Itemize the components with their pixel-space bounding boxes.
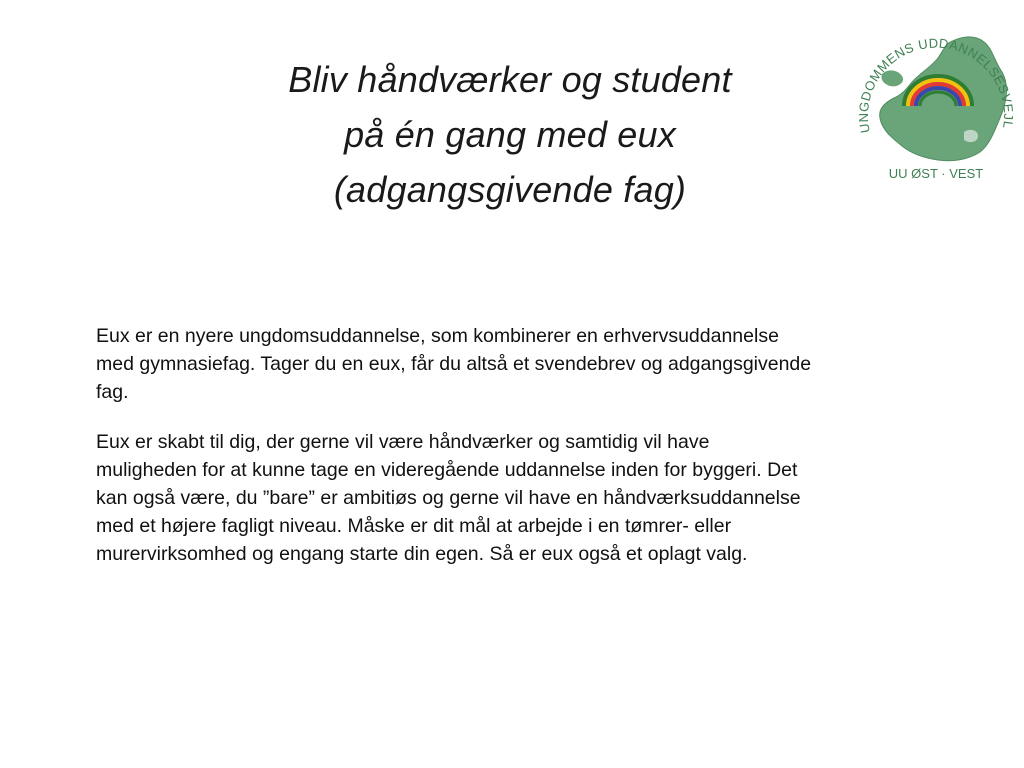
logo-arc-text: UNGDOMMENS UDDANNELSESVEJL xyxy=(855,35,1017,135)
title-line-2: på én gang med eux xyxy=(344,114,676,155)
body-paragraph-2: Eux er skabt til dig, der gerne vil være håndværker og samtidig vil have muligheden for at kunne tage en videregående uddannelse inden for byggeri. Det kan også være, du ”bare” er ambitiøs og gerne vil have en håndværksuddannelse med et højere fagligt niveau. Måske er dit mål at arbejde i en tømrer- eller murervirksomhed og engang starte din egen. Så er eux også et oplagt valg. xyxy=(96,431,801,565)
logo-bottom-text: UU ØST · VEST xyxy=(888,166,984,181)
uu-logo-graphic xyxy=(852,14,1022,186)
island-shape-2 xyxy=(964,130,978,142)
uu-logo xyxy=(852,14,1022,186)
body-paragraph-1: Eux er en nyere ungdomsuddannelse, som kombinerer en erhvervsuddannelse med gymnasiefag. Tager du en eux, får du altså et svendebrev og adgangsgivende fag. xyxy=(96,325,812,403)
slide-body xyxy=(96,322,956,590)
slide-title xyxy=(230,52,790,217)
title-line-3: (adgangsgivende fag) xyxy=(333,169,687,210)
title-line-1: Bliv håndværker og student xyxy=(288,59,732,100)
